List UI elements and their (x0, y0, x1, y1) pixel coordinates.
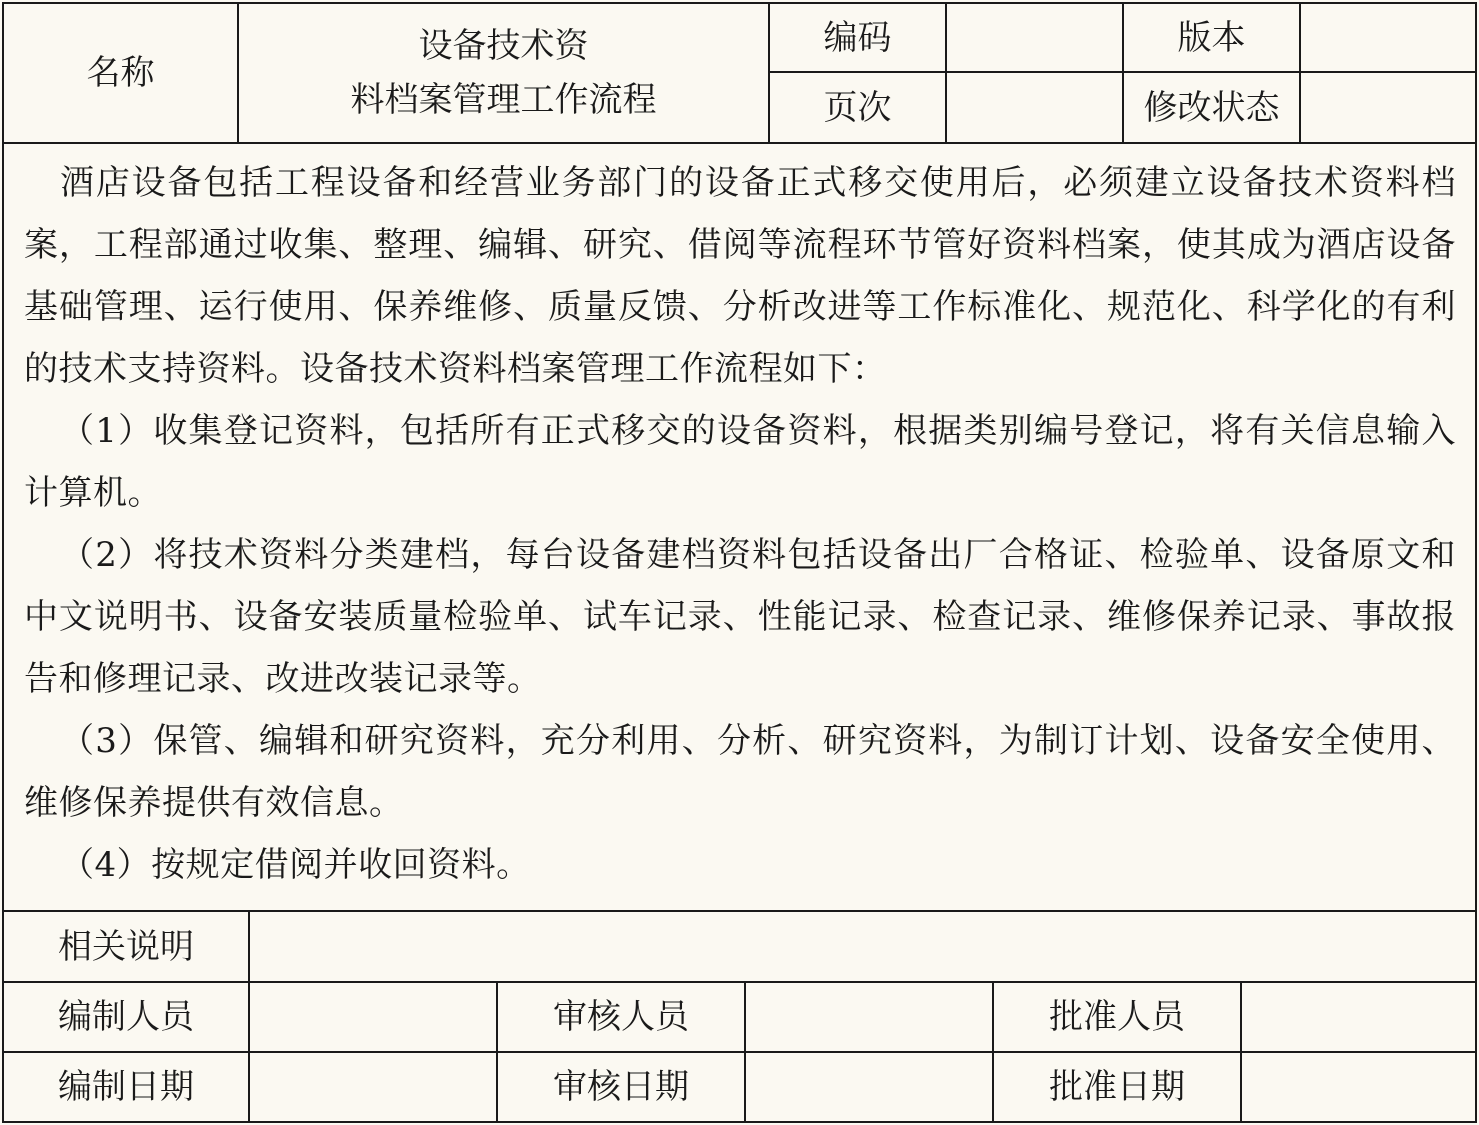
reviewer-value (746, 983, 992, 1051)
step-4-paragraph: （4）按规定借阅并收回资料。 (60, 845, 531, 885)
document-title (239, 4, 768, 142)
notes-label: 相关说明 (58, 926, 194, 967)
header-bottom-line (2, 142, 1477, 144)
approver-label: 批准人员 (1049, 997, 1185, 1037)
document-title-line-2: 料档案管理工作流程 (350, 80, 657, 120)
version-label: 版本 (1177, 17, 1246, 58)
revision-value (1301, 73, 1475, 142)
notes-value (250, 912, 1475, 981)
intro-paragraph: 酒店设备包括工程设备和经营业务部门的设备正式移交使用后，必须建立设备技术资料档案，工程部通过收集、整理、编辑、研究、借阅等流程环节管好资料档案，使其成为酒店设备基础管理、运行使用、保养维修、质量反馈、分析改进等工作标准化、规范化、科学化的有利的技术支持资料。设备技术资料档案管理工作流程如下： (24, 163, 1456, 389)
page-label: 页次 (823, 87, 892, 128)
review-date-value (746, 1053, 992, 1121)
review-date-label: 审核日期 (553, 1067, 689, 1107)
revision-label: 修改状态 (1143, 87, 1280, 128)
border-right (1475, 2, 1477, 1123)
code-value (947, 4, 1122, 71)
compile-date-value (250, 1053, 496, 1121)
step-2-paragraph: （2）将技术资料分类建档，每台设备建档资料包括设备出厂合格证、检验单、设备原文和中文说明书、设备安装质量检验单、试车记录、性能记录、检查记录、维修保养记录、事故报告和修理记录、改进改装记录等。 (24, 535, 1456, 699)
compiler-value (250, 983, 496, 1051)
reviewer-label: 审核人员 (553, 997, 689, 1037)
step-3-paragraph: （3）保管、编辑和研究资料，充分利用、分析、研究资料，为制订计划、设备安全使用、维修保养提供有效信息。 (24, 721, 1456, 823)
procedure-body (24, 152, 1456, 896)
code-label: 编码 (823, 17, 892, 58)
compile-date-label: 编制日期 (58, 1067, 194, 1107)
border-bottom (2, 1121, 1477, 1123)
compiler-label: 编制人员 (58, 997, 194, 1037)
approve-date-value (1242, 1053, 1475, 1121)
approver-value (1242, 983, 1475, 1051)
step-1-paragraph: （1）收集登记资料，包括所有正式移交的设备资料，根据类别编号登记，将有关信息输入计算机。 (24, 411, 1456, 513)
document-title-line-1: 设备技术资 (418, 26, 589, 66)
name-label: 名称 (86, 53, 155, 93)
page-value (947, 73, 1122, 142)
version-value (1301, 4, 1475, 71)
approve-date-label: 批准日期 (1049, 1067, 1185, 1107)
